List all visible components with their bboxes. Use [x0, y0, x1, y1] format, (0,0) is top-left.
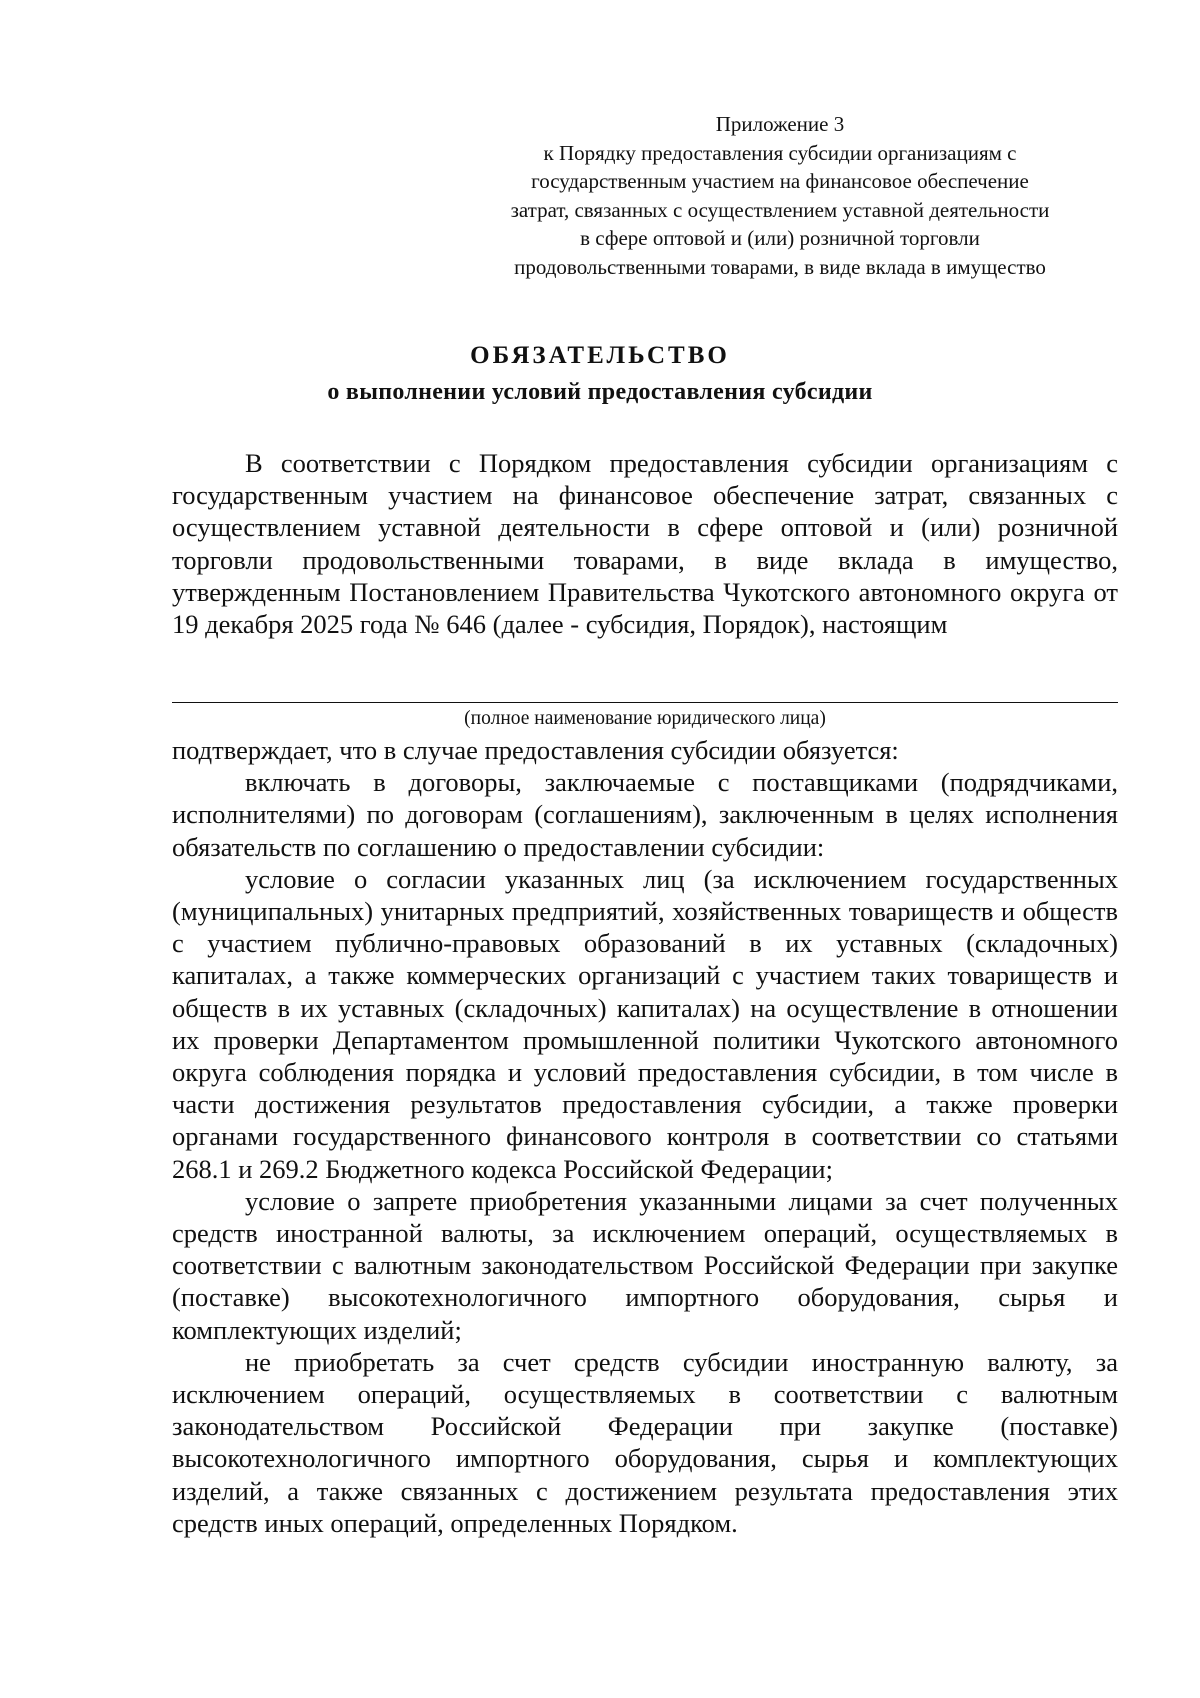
obligation-paragraph: не приобретать за счет средств субсидии иностранную валюту, за исключением операций, осуществляемых в соответствии с валютным законодательством Российской Федерации при закупке (поставке) высокотехнологичного импортного оборудования, сырья и комплектующих изделий, а также связанных с достижением результата предоставления этих средств иных операций, определенных Порядком.	[172, 1346, 1118, 1538]
annex-line: государственным участием на финансовое обеспечение	[531, 169, 1029, 193]
signature-line	[172, 702, 1118, 703]
annex-header	[480, 110, 1080, 281]
annex-line: Приложение 3	[715, 112, 845, 136]
annex-line: затрат, связанных с осуществлением уставной деятельности	[510, 197, 1050, 222]
obligation-paragraph: условие о запрете приобретения указанными лицами за счет полученных средств иностранной валюты, за исключением операций, осуществляемых в соответствии с валютным законодательством Российской Федерации при закупке (поставке) высокотехнологичного импортного оборудования, сырья и комплектующих изделий;	[172, 1185, 1118, 1345]
obligations-section	[172, 734, 1118, 1539]
annex-line: к Порядку предоставления субсидии организациям с	[543, 140, 1017, 165]
intro-section	[172, 447, 1118, 640]
lead-paragraph: подтверждает, что в случае предоставления субсидии обязуется:	[172, 735, 899, 765]
annex-line: в сфере оптовой и (или) розничной торговли	[580, 226, 980, 250]
document-subtitle: о выполнении условий предоставления субсидии	[327, 379, 873, 405]
annex-line: продовольственными товарами, в виде вклада в имущество	[514, 254, 1046, 279]
signature-caption: (полное наименование юридического лица)	[464, 708, 826, 729]
document-title: ОБЯЗАТЕЛЬСТВО	[470, 342, 730, 369]
obligation-paragraph: включать в договоры, заключаемые с поставщиками (подрядчиками, исполнителями) по договорам (соглашениям), заключенным в целях исполнения обязательств по соглашению о предоставлении субсидии:	[172, 767, 1118, 862]
intro-paragraph: В соответствии с Порядком предоставления субсидии организациям с государственным участием на финансовое обеспечение затрат, связанных с осуществлением уставной деятельности в сфере оптовой и (или) розничной торговли продовольственными товарами, в виде вклада в имущество, утвержденным Постановлением Правительства Чукотского автономного округа от 19 декабря 2025 года № 646 (далее - субсидия, Порядок), настоящим	[172, 448, 1118, 640]
obligation-paragraph: условие о согласии указанных лиц (за исключением государственных (муниципальных) унитарных предприятий, хозяйственных товариществ и обществ с участием публично-правовых образований в их уставных (складочных) капиталах, а также коммерческих организаций с участием таких товариществ и обществ в их уставных (складочных) капиталах) на осуществление в отношении их проверки Департаментом промышленной политики Чукотского автономного округа соблюдения порядка и условий предоставления субсидии, в том числе в части достижения результатов предоставления субсидии, а также проверки органами государственного финансового контроля в соответствии со статьями 268.1 и 269.2 Бюджетного кодекса Российской Федерации;	[172, 863, 1118, 1184]
